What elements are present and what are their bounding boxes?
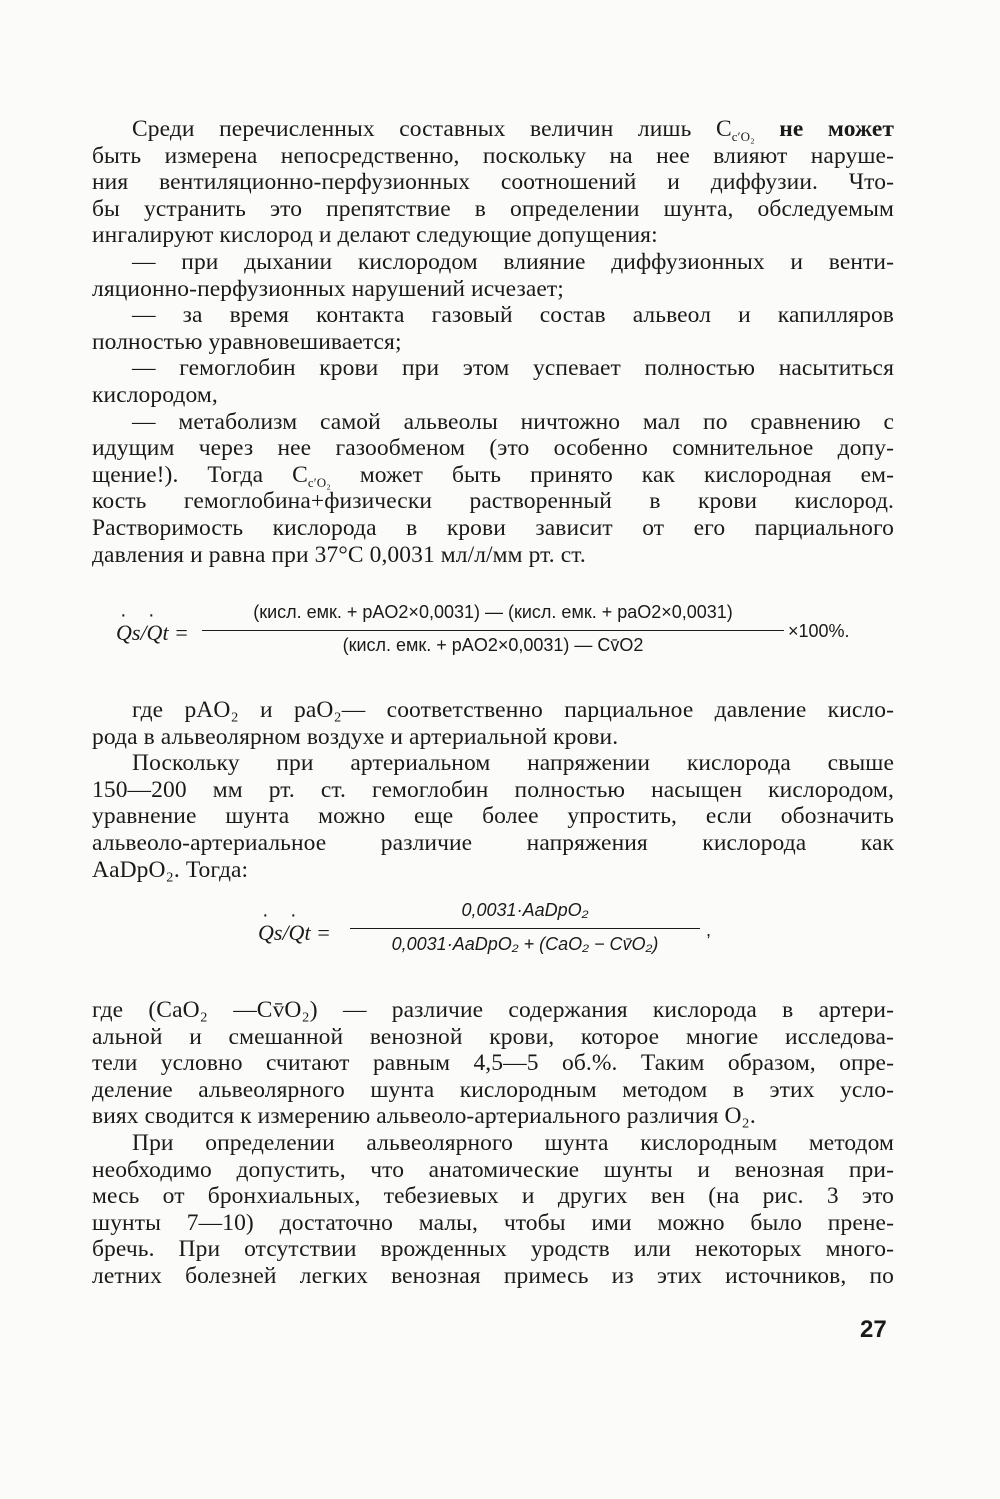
text-line: бречь. При отсутствии врожденных уродств или некоторых много- [92, 1236, 894, 1263]
text-line: бы устранить это препятствие в определении шунта, обследуемым [92, 195, 894, 222]
text-line: ния вентиляционно-перфузионных соотношений и диффузии. Что- [92, 169, 894, 196]
text-line: где (CaO₂ —Cv̄O₂) — различие содержания кислорода в артери- [92, 997, 894, 1023]
text-line: шунты 7—10) достаточно малы, чтобы ими можно было прене- [92, 1209, 894, 1236]
text-line: где pAO₂ и paO₂— соответственно парциальное давление кисло- [132, 697, 894, 723]
text-line: летних болезней легких венозная примесь из этих источников, по [92, 1262, 894, 1289]
paragraph-block-3 [92, 997, 894, 1290]
text-line: Поскольку при артериальном напряжении кислорода свыше [132, 750, 894, 777]
formula-lhs: Qs/Qt = [258, 920, 331, 945]
dot-accent: · [120, 604, 127, 626]
dot-accent: · [262, 904, 269, 926]
text-line: 150—200 мм рт. ст. гемоглобин полностью насыщен кислородом, [92, 776, 894, 803]
text-line: — за время контакта газовый состав альвеол и капилляров [132, 302, 894, 329]
text-line: полностью уравновешивается; [92, 328, 402, 355]
text-line: уравнение шунта можно еще более упростить, если обозначить [92, 803, 894, 830]
text-line: ингалируют кислород и делают следующие допущения: [92, 222, 658, 249]
text-line: — гемоглобин крови при этом успевает полностью насытиться [132, 355, 894, 382]
text-line: Растворимость кислорода в крови зависит от его парциального [92, 514, 894, 541]
text-line: ляционно-перфузионных нарушений исчезает; [92, 275, 564, 302]
text-line: Среди перечисленных составных величин лишь $C_{c'O_2}$ не может [132, 116, 895, 144]
text-line: месь от бронхиальных, тебезиевых и других вен (на рис. 3 это [92, 1183, 894, 1210]
text-line: виях сводится к измерению альвеоло-артериального различия O₂. [92, 1103, 756, 1130]
text-line: тели условно считают равным 4,5—5 об.%. Таким образом, опре- [92, 1050, 894, 1077]
text-line: кость гемоглобина+физически растворенный в крови кислород. [92, 488, 894, 515]
text-line: При определении альвеолярного шунта кислородным методом [132, 1129, 894, 1156]
text-line: альной и смешанной венозной крови, которое многие исследова- [92, 1023, 894, 1050]
formula-numerator: (кисл. емк. + pAO2×0,0031) — (кисл. емк. + paO2×0,0031) [253, 602, 733, 622]
formula-denominator: 0,0031·AaDpO₂ + (CaO₂ − Cv̄O₂) [391, 934, 659, 954]
text-line: быть измерена непосредственно, поскольку на нее влияют наруше- [92, 142, 894, 169]
dot-accent: · [290, 904, 297, 926]
text-line: деление альвеолярного шунта кислородным методом в этих усло- [92, 1076, 894, 1103]
text-line: — при дыхании кислородом влияние диффузионных и венти- [132, 248, 894, 275]
formula-numerator: 0,0031·AaDpO₂ [461, 900, 589, 920]
text-line: — метаболизм самой альвеолы ничтожно мал по сравнению с [132, 408, 894, 435]
formula-denominator: (кисл. емк. + pAO2×0,0031) — Cv̄O2 [342, 635, 644, 655]
page-number: 27 [860, 1316, 887, 1343]
formula-suffix: ×100%. [788, 621, 850, 641]
text-line: кислородом, [92, 381, 218, 408]
text-line: альвеоло-артериальное различие напряжения кислорода как [92, 829, 894, 856]
formula-suffix: , [706, 920, 712, 940]
text-line: необходимо допустить, что анатомические шунты и венозная при- [92, 1156, 894, 1183]
formula-lhs: Qs/Qt = [116, 620, 189, 645]
fraction-bar [350, 928, 700, 929]
text-line: AaDpO₂. Тогда: [92, 856, 249, 883]
text-line: рода в альвеолярном воздухе и артериальной крови. [92, 723, 619, 750]
dot-accent: · [148, 604, 155, 626]
text-line: давления и равна при 37°C 0,0031 мл/л/мм рт. ст. [92, 541, 586, 568]
text-line: щение!). Тогда $C_{c'O_2}$ может быть принято как кислородная ем- [92, 461, 894, 490]
text-line: идущим через нее газообменом (это особенно сомнительное допу- [92, 435, 894, 462]
